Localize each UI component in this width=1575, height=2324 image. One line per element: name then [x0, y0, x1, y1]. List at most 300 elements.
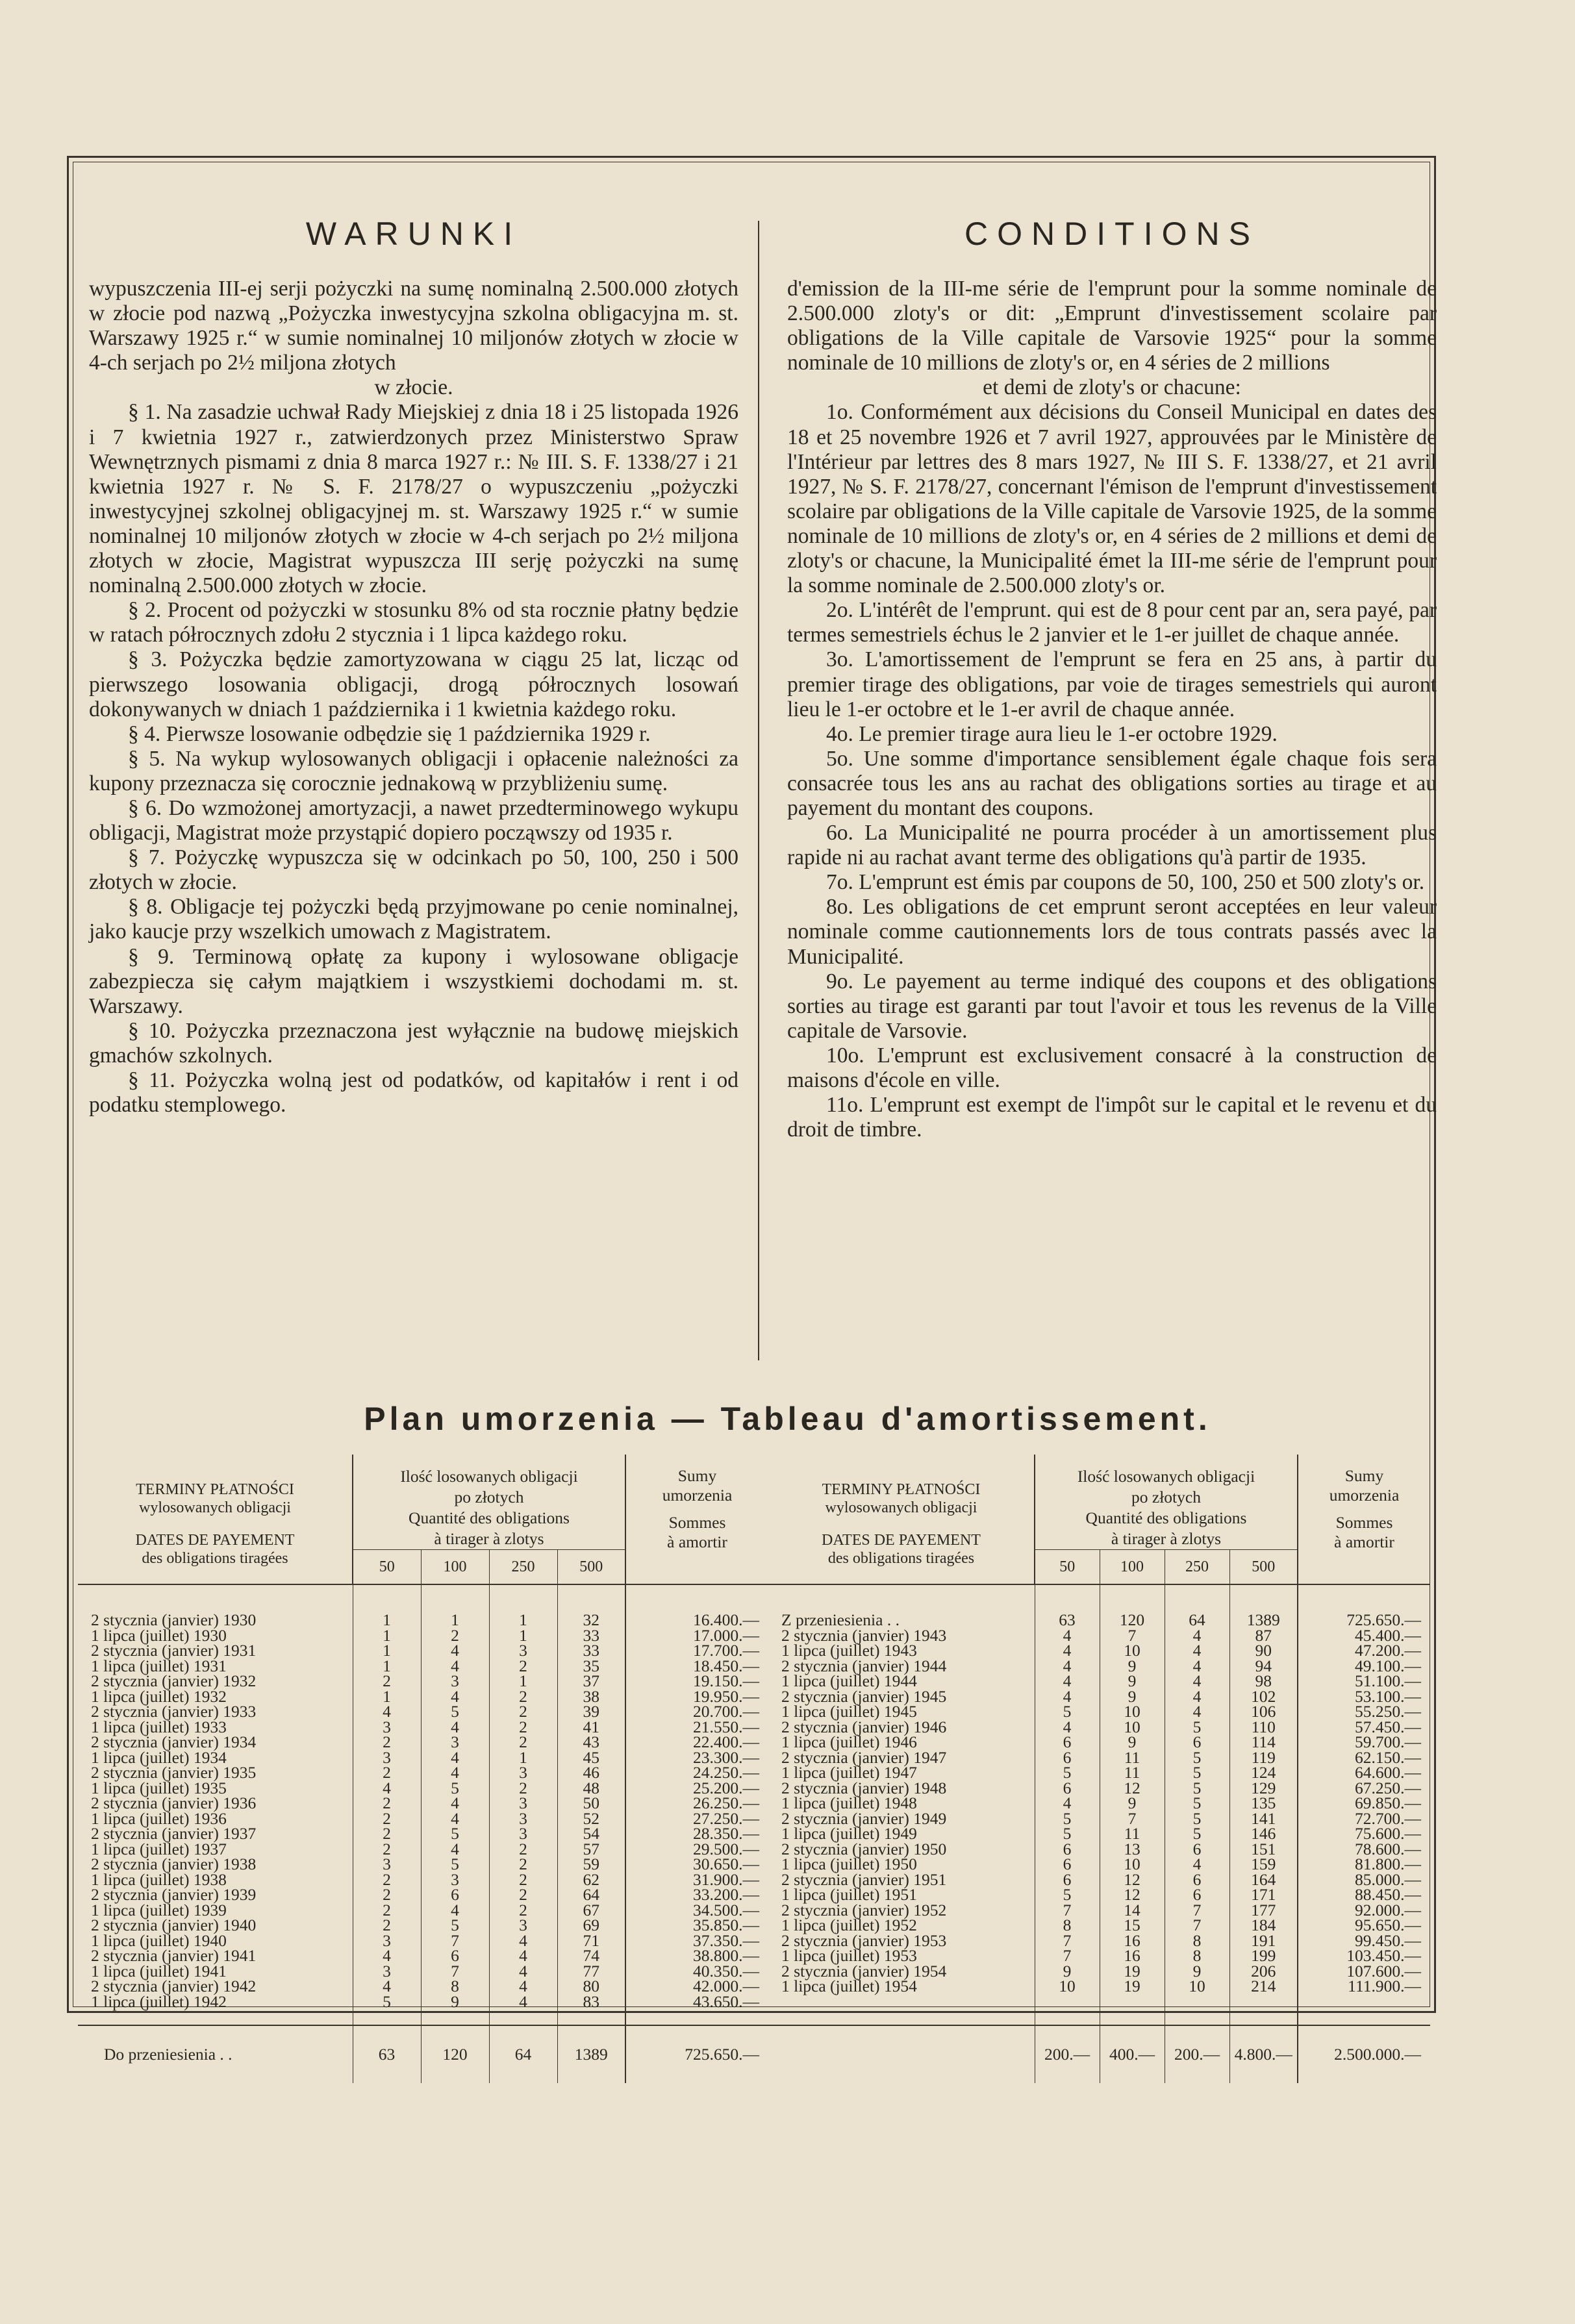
qty-50: 2 [353, 1734, 421, 1750]
payment-date: 2 stycznia (janvier) 1952 [781, 1900, 947, 1919]
qty-100: 8 [421, 1979, 489, 1994]
qty-500: 37 [557, 1673, 625, 1689]
qty-500: 114 [1229, 1734, 1298, 1750]
qty-50: 2 [353, 1673, 421, 1689]
qty-250: 2 [489, 1689, 557, 1705]
amortization-sum: 75.600.— [1298, 1826, 1430, 1842]
quantity-header-pl-2: po złotych [454, 1488, 524, 1506]
qty-500: 52 [557, 1811, 625, 1827]
qty-250: 1 [489, 1673, 557, 1689]
qty-250: 2 [489, 1719, 557, 1735]
qty-100: 3 [421, 1734, 489, 1750]
denomination-500: 500 [557, 1550, 625, 1585]
qty-250: 3 [489, 1643, 557, 1658]
amortization-sum: 21.550.— [625, 1719, 768, 1735]
qty-100: 10 [1100, 1719, 1165, 1735]
table-row [78, 1856, 768, 1872]
amortization-sum: 29.500.— [625, 1842, 768, 1857]
amortization-sum: 62.150.— [1298, 1750, 1430, 1766]
qty-500: 164 [1229, 1872, 1298, 1888]
qty-50: 6 [1035, 1872, 1100, 1888]
warunki-intro-end: w złocie. [374, 375, 453, 400]
payment-date: 1 lipca (juillet) 1954 [781, 1977, 917, 1995]
amortization-sum: 31.900.— [625, 1872, 768, 1888]
payment-date: 2 stycznia (janvier) 1938 [91, 1855, 257, 1873]
payment-date: 1 lipca (juillet) 1933 [91, 1717, 227, 1736]
qty-100: 4 [421, 1765, 489, 1780]
qty-250: 5 [1165, 1765, 1229, 1780]
conditions-intro: d'emission de la III-me série de l'emprunt pour la somme nominale de 2.500.000 zloty's or dit: „Emprunt d'investissement scolaire par obligations de la Ville capitale de Varsovie 1925“ pour la somme nominale de 10 millions de zloty's or, en 4 séries de 2 millions [787, 277, 1437, 375]
qty-250: 1 [489, 1628, 557, 1643]
amortization-sum: 85.000.— [1298, 1872, 1430, 1888]
qty-250: 8 [1165, 1933, 1229, 1949]
payment-date: 1 lipca (juillet) 1946 [781, 1732, 917, 1751]
payment-date: 2 stycznia (janvier) 1939 [91, 1885, 257, 1904]
table-row [768, 1887, 1430, 1903]
left-table-body [78, 1584, 768, 2025]
amortization-sum: 40.350.— [625, 1964, 768, 1979]
amortization-sum: 78.600.— [1298, 1842, 1430, 1857]
qty-50: 3 [353, 1856, 421, 1872]
qty-250: 2 [489, 1658, 557, 1674]
qty-100: 4 [421, 1750, 489, 1766]
warunki-par-3: § 3. Pożyczka będzie zamortyzowana w ciągu 25 lat, licząc od pierwszego losowania obligacji, drogą półrocznych losowań dokonywanych w dniach 1 października i 1 kwietnia każdego roku. [89, 647, 738, 721]
qty-250: 2 [489, 1856, 557, 1872]
qty-500: 77 [557, 1964, 625, 1979]
qty-500: 46 [557, 1765, 625, 1780]
qty-250: 4 [489, 1964, 557, 1979]
payment-date: 1 lipca (juillet) 1934 [91, 1747, 227, 1767]
denomination-50: 50 [353, 1550, 421, 1585]
carry-forward-50: 63 [353, 2025, 421, 2083]
qty-100: 5 [421, 1856, 489, 1872]
carry-forward-250: 64 [489, 2025, 557, 2083]
warunki-par-8: § 8. Obligacje tej pożyczki będą przyjmowane po cenie nominalnej, jako kaucje przy wszelkich umowach z Magistratem. [89, 895, 738, 944]
amortization-sum: 35.850.— [625, 1918, 768, 1933]
amortization-sum: 49.100.— [1298, 1658, 1430, 1674]
qty-100: 12 [1100, 1872, 1165, 1888]
qty-500: 35 [557, 1658, 625, 1674]
qty-50: 2 [353, 1842, 421, 1857]
qty-500: 199 [1229, 1948, 1298, 1964]
qty-250: 3 [489, 1826, 557, 1842]
qty-250: 7 [1165, 1903, 1229, 1918]
amortization-sum: 27.250.— [625, 1811, 768, 1827]
qty-50: 2 [353, 1811, 421, 1827]
dates-header-pl-1: TERMINY PŁATNOŚCI [136, 1481, 294, 1498]
amortization-sum: 17.000.— [625, 1628, 768, 1643]
warunki-par-5: § 5. Na wykup wylosowanych obligacji i opłacenie należności za kupony przeznacza się corocznie jednakową w przybliżeniu sumę. [89, 746, 738, 795]
qty-100: 5 [421, 1704, 489, 1719]
amortization-sum: 23.300.— [625, 1750, 768, 1766]
amortization-sum: 19.150.— [625, 1673, 768, 1689]
qty-250: 4 [489, 1948, 557, 1964]
qty-50: 2 [353, 1872, 421, 1888]
qty-500: 43 [557, 1734, 625, 1750]
qty-500: 98 [1229, 1673, 1298, 1689]
qty-50: 9 [1035, 1964, 1100, 1979]
table-row [78, 1704, 768, 1719]
qty-500: 106 [1229, 1704, 1298, 1719]
payment-date: 1 lipca (juillet) 1932 [91, 1686, 227, 1706]
table-row [768, 1584, 1430, 1628]
amortization-sum: 92.000.— [1298, 1903, 1430, 1918]
payment-date: 1 lipca (juillet) 1945 [781, 1702, 917, 1721]
qty-100: 7 [1100, 1811, 1165, 1827]
qty-50: 1 [353, 1643, 421, 1658]
table-row [78, 1643, 768, 1658]
qty-250: 7 [1165, 1918, 1229, 1933]
table-row [768, 1918, 1430, 1933]
amortization-sum: 111.900.— [1298, 1979, 1430, 1994]
table-row [78, 1734, 768, 1750]
conditions-par-8: 8o. Les obligations de cet emprunt seront acceptées en leur valeur nominale comme cautionnements lors de tous contrats passés avec la Municipalité. [787, 895, 1437, 969]
warunki-par-7: § 7. Pożyczkę wypuszcza się w odcinkach po 50, 100, 250 i 500 złotych w złocie. [89, 845, 738, 895]
qty-500: 94 [1229, 1658, 1298, 1674]
qty-500: 184 [1229, 1918, 1298, 1933]
amortization-sum: 30.650.— [625, 1856, 768, 1872]
carry-forward-500: 1389 [557, 2025, 625, 2083]
payment-date: 1 lipca (juillet) 1947 [781, 1763, 917, 1782]
denomination-250: 250 [489, 1550, 557, 1585]
qty-500: 62 [557, 1872, 625, 1888]
payment-date: 1 lipca (juillet) 1953 [781, 1946, 917, 1965]
qty-100: 19 [1100, 1964, 1165, 1979]
conditions-par-2: 2o. L'intérêt de l'emprunt. qui est de 8 pour cent par an, sera payé, par termes semestriels échus le 2 janvier et le 1-er juillet de chaque année. [787, 598, 1437, 647]
qty-100: 11 [1100, 1826, 1165, 1842]
amortization-sum: 19.950.— [625, 1689, 768, 1705]
qty-50: 2 [353, 1826, 421, 1842]
qty-500: 74 [557, 1948, 625, 1964]
amortization-table-left [78, 1455, 768, 2083]
qty-50: 4 [1035, 1658, 1100, 1674]
sums-header-right-fr-1: Sommes [1335, 1513, 1393, 1532]
dates-header [78, 1455, 353, 1584]
qty-500: 41 [557, 1719, 625, 1735]
warunki-title: WARUNKI [305, 216, 522, 252]
qty-500: 151 [1229, 1842, 1298, 1857]
qty-250: 1 [489, 1584, 557, 1628]
amortization-sum: 22.400.— [625, 1734, 768, 1750]
qty-50: 5 [1035, 1887, 1100, 1903]
qty-100: 9 [1100, 1734, 1165, 1750]
qty-500: 159 [1229, 1856, 1298, 1872]
qty-500: 54 [557, 1826, 625, 1842]
amortization-sum: 107.600.— [1298, 1964, 1430, 1979]
qty-100: 4 [421, 1795, 489, 1811]
amortization-sum: 38.800.— [625, 1948, 768, 1964]
warunki-par-4: § 4. Pierwsze losowanie odbędzie się 1 października 1929 r. [128, 721, 651, 746]
qty-50: 4 [1035, 1643, 1100, 1658]
sums-header-fr-1: Sommes [668, 1513, 726, 1532]
left-table-footer [78, 2025, 768, 2083]
qty-250: 4 [1165, 1689, 1229, 1705]
qty-50: 7 [1035, 1948, 1100, 1964]
qty-500: 87 [1229, 1628, 1298, 1643]
qty-50: 5 [1035, 1811, 1100, 1827]
table-row-spacer [78, 2009, 768, 2025]
amortization-sum: 69.850.— [1298, 1795, 1430, 1811]
qty-500: 177 [1229, 1903, 1298, 1918]
qty-500: 57 [557, 1842, 625, 1857]
qty-50: 4 [1035, 1673, 1100, 1689]
amortization-sum: 51.100.— [1298, 1673, 1430, 1689]
payment-date: 2 stycznia (janvier) 1941 [91, 1946, 257, 1965]
table-row [78, 1948, 768, 1964]
sums-header-right-pl-1: Sumy [1344, 1466, 1384, 1485]
qty-500: 64 [557, 1887, 625, 1903]
denomination-100: 100 [421, 1550, 489, 1585]
qty-100: 11 [1100, 1750, 1165, 1766]
total-500: 4.800.— [1229, 2025, 1298, 2083]
quantity-header-right-pl-2: po złotych [1131, 1488, 1201, 1506]
qty-250: 5 [1165, 1795, 1229, 1811]
qty-500: 110 [1229, 1719, 1298, 1735]
amortization-sum: 103.450.— [1298, 1948, 1430, 1964]
qty-500: 38 [557, 1689, 625, 1705]
carry-forward-sum: 725.650.— [625, 2025, 768, 2083]
amortization-sum: 88.450.— [1298, 1887, 1430, 1903]
amortization-sum: 45.400.— [1298, 1628, 1430, 1643]
qty-100: 3 [421, 1673, 489, 1689]
qty-50: 4 [1035, 1628, 1100, 1643]
qty-500: 69 [557, 1918, 625, 1933]
payment-date: 1 lipca (juillet) 1937 [91, 1839, 227, 1858]
qty-100: 3 [421, 1872, 489, 1888]
total-sum: 2.500.000.— [1298, 2025, 1430, 2083]
qty-250: 2 [489, 1780, 557, 1796]
qty-500: 214 [1229, 1979, 1298, 1994]
qty-50: 2 [353, 1887, 421, 1903]
qty-50: 1 [353, 1628, 421, 1643]
dates-header-right [768, 1455, 1035, 1584]
qty-100: 11 [1100, 1765, 1165, 1780]
qty-100: 5 [421, 1918, 489, 1933]
quantity-header-pl-1: Ilość losowanych obligacji [400, 1467, 578, 1486]
payment-date: 2 stycznia (janvier) 1934 [91, 1732, 257, 1751]
quantity-header-fr-2: à tirager à zlotys [434, 1529, 544, 1548]
table-row [768, 1948, 1430, 1964]
qty-50: 1 [353, 1658, 421, 1674]
qty-250: 4 [489, 1979, 557, 1994]
amortization-sum: 42.000.— [625, 1979, 768, 1994]
warunki-intro: wypuszczenia III-ej serji pożyczki na sumę nominalną 2.500.000 złotych w złocie pod nazwą „Pożyczka inwestycyjna szkolna obligacyjna m. st. Warszawy 1925 r.“ w sumie nominalnej 10 miljonów złotych w złocie w 4-ch serjach po 2½ miljona złotych [89, 277, 738, 375]
qty-500: 129 [1229, 1780, 1298, 1796]
conditions-par-10: 10o. L'emprunt est exclusivement consacré à la construction de maisons d'école en ville. [787, 1043, 1437, 1092]
conditions-intro-end: et demi de zloty's or chacune: [983, 375, 1241, 400]
qty-100: 6 [421, 1948, 489, 1964]
qty-500: 124 [1229, 1765, 1298, 1780]
qty-50: 1 [353, 1689, 421, 1705]
qty-250: 4 [1165, 1643, 1229, 1658]
table-row [78, 1795, 768, 1811]
qty-250: 5 [1165, 1780, 1229, 1796]
qty-250: 3 [489, 1918, 557, 1933]
qty-500: 83 [557, 1994, 625, 2010]
qty-50: 63 [1035, 1584, 1100, 1628]
qty-50: 3 [353, 1719, 421, 1735]
warunki-column [89, 214, 738, 1118]
warunki-par-6: § 6. Do wzmożonej amortyzacji, a nawet przedterminowego wykupu obligacji, Magistrat może przystąpić dopiero począwszy od 1935 r. [89, 795, 738, 845]
qty-250: 4 [489, 1994, 557, 2010]
qty-250: 2 [489, 1842, 557, 1857]
warunki-par-10: § 10. Pożyczka przeznaczona jest wyłącznie na budowę miejskich gmachów szkolnych. [89, 1018, 738, 1068]
qty-100: 9 [1100, 1673, 1165, 1689]
amortization-sum: 67.250.— [1298, 1780, 1430, 1796]
sums-header-right-pl-2: umorzenia [1329, 1486, 1400, 1505]
amortization-sum: 18.450.— [625, 1658, 768, 1674]
conditions-par-3: 3o. L'amortissement de l'emprunt se fera en 25 ans, à partir du premier tirage des obligations, par voie de tirages semestriels qui auront lieu le 1-er octobre et le 1-er avril de chaque année. [787, 647, 1437, 721]
qty-250: 3 [489, 1795, 557, 1811]
qty-250: 64 [1165, 1584, 1229, 1628]
sums-header-fr-2: à amortir [667, 1532, 727, 1551]
total-100: 400.— [1100, 2025, 1165, 2083]
qty-50: 4 [353, 1780, 421, 1796]
amortization-sum: 99.450.— [1298, 1933, 1430, 1949]
qty-100: 4 [421, 1689, 489, 1705]
qty-50: 4 [353, 1979, 421, 1994]
amortization-sum: 25.200.— [625, 1780, 768, 1796]
qty-50: 3 [353, 1750, 421, 1766]
amortization-sum: 72.700.— [1298, 1811, 1430, 1827]
amortization-sum: 34.500.— [625, 1903, 768, 1918]
quantity-header [353, 1455, 625, 1550]
qty-500: 50 [557, 1795, 625, 1811]
qty-100: 9 [1100, 1689, 1165, 1705]
amortization-sum: 47.200.— [1298, 1643, 1430, 1658]
qty-500: 67 [557, 1903, 625, 1918]
conditions-par-5: 5o. Une somme d'importance sensiblement égale chaque fois sera consacrée tous les ans au rachat des obligations sorties au tirage et au payement du montant des coupons. [787, 746, 1437, 820]
qty-100: 12 [1100, 1780, 1165, 1796]
payment-date: 2 stycznia (janvier) 1935 [91, 1763, 257, 1782]
conditions-par-1: 1o. Conformément aux décisions du Conseil Municipal en dates des 18 et 25 novembre 1926 et 7 avril 1927, approuvées par le Ministère de l'Intérieur par lettres des 8 mars 1927, № III S. F. 1338/27, et 21 avril 1927, № S. F. 2178/27, concernant l'émison de l'emprunt d'investissement scolaire par obligations de la Ville capitale de Varsovie 1925, de la somme nominale de 10 millions de zloty's or, en 4 séries de 2 millions et demi de zloty's or chacune, la Municipalité émet la III-me série de l'emprunt pour la somme nominale de 2.500.000 zloty's or. [787, 400, 1437, 598]
qty-100: 10 [1100, 1643, 1165, 1658]
table-row [78, 1826, 768, 1842]
qty-50: 4 [1035, 1719, 1100, 1735]
payment-date: 1 lipca (juillet) 1939 [91, 1900, 227, 1919]
qty-250: 6 [1165, 1842, 1229, 1857]
qty-100: 14 [1100, 1903, 1165, 1918]
dates-header-fr-2: des obligations tiragées [142, 1550, 288, 1567]
qty-100: 19 [1100, 1979, 1165, 1994]
carry-forward-100: 120 [421, 2025, 489, 2083]
qty-50: 5 [1035, 1826, 1100, 1842]
conditions-par-4: 4o. Le premier tirage aura lieu le 1-er octobre 1929. [826, 721, 1278, 746]
table-row [768, 1856, 1430, 1872]
table-row [78, 1673, 768, 1689]
quantity-header-right-pl-1: Ilość losowanych obligacji [1077, 1467, 1255, 1486]
column-divider [758, 221, 759, 1360]
amortization-sum: 17.700.— [625, 1643, 768, 1658]
qty-100: 120 [1100, 1584, 1165, 1628]
qty-250: 5 [1165, 1719, 1229, 1735]
payment-date: 1 lipca (juillet) 1948 [781, 1793, 917, 1812]
qty-100: 9 [1100, 1795, 1165, 1811]
sums-header-right-fr-2: à amortir [1334, 1532, 1394, 1551]
payment-date: 1 lipca (juillet) 1935 [91, 1778, 227, 1797]
qty-50: 8 [1035, 1918, 1100, 1933]
payment-date: 2 stycznia (janvier) 1947 [781, 1747, 947, 1767]
table-row [78, 1979, 768, 1994]
qty-100: 4 [421, 1903, 489, 1918]
right-table-body [768, 1584, 1430, 2025]
qty-500: 206 [1229, 1964, 1298, 1979]
quantity-header-right-fr-2: à tirager à zlotys [1111, 1529, 1222, 1548]
dates-header-right-fr-2: des obligations tiragées [827, 1550, 975, 1567]
table-row [78, 1887, 768, 1903]
qty-500: 119 [1229, 1750, 1298, 1766]
amortization-plan-title: Plan umorzenia — Tableau d'amortissement. [364, 1401, 1211, 1437]
qty-250: 5 [1165, 1811, 1229, 1827]
qty-100: 16 [1100, 1948, 1165, 1964]
payment-date: 2 stycznia (janvier) 1942 [91, 1977, 257, 1995]
table-row [768, 1795, 1430, 1811]
dates-header-right-pl-1: TERMINY PŁATNOŚCI [822, 1481, 981, 1498]
qty-250: 8 [1165, 1948, 1229, 1964]
dates-header-pl-2: wylosowanych obligacji [139, 1499, 291, 1516]
qty-50: 5 [1035, 1765, 1100, 1780]
qty-500: 171 [1229, 1887, 1298, 1903]
payment-date: 1 lipca (juillet) 1940 [91, 1930, 227, 1950]
payment-date: 2 stycznia (janvier) 1937 [91, 1824, 257, 1843]
qty-250: 4 [1165, 1856, 1229, 1872]
qty-50: 4 [353, 1948, 421, 1964]
qty-100: 2 [421, 1628, 489, 1643]
amortization-sum: 33.200.— [625, 1887, 768, 1903]
payment-date: 2 stycznia (janvier) 1931 [91, 1641, 257, 1660]
qty-50: 5 [353, 1994, 421, 2010]
qty-50: 2 [353, 1765, 421, 1780]
payment-date: 2 stycznia (janvier) 1949 [781, 1808, 947, 1828]
payment-date: 1 lipca (juillet) 1950 [781, 1855, 917, 1873]
sums-header-pl-1: Sumy [677, 1466, 717, 1485]
qty-250: 4 [1165, 1673, 1229, 1689]
amortization-sum: 26.250.— [625, 1795, 768, 1811]
qty-250: 4 [1165, 1704, 1229, 1719]
qty-50: 6 [1035, 1780, 1100, 1796]
qty-250: 10 [1165, 1979, 1229, 1994]
payment-date: 1 lipca (juillet) 1930 [91, 1625, 227, 1645]
qty-100: 5 [421, 1780, 489, 1796]
sums-header-right [1298, 1455, 1430, 1584]
amortization-sum: 20.700.— [625, 1704, 768, 1719]
qty-500: 45 [557, 1750, 625, 1766]
warunki-par-2: § 2. Procent od pożyczki w stosunku 8% od sta rocznie płatny będzie w ratach półrocznych zdołu 2 stycznia i 1 lipca każdego roku. [89, 598, 738, 647]
qty-50: 3 [353, 1964, 421, 1979]
conditions-par-6: 6o. La Municipalité ne pourra procéder à un amortissement plus rapide ni au rachat avant terme des obligations qu'à partir de 1935. [787, 821, 1437, 870]
payment-date: 1 lipca (juillet) 1931 [91, 1656, 227, 1675]
amortization-table-right [768, 1455, 1430, 2083]
payment-date: 2 stycznia (janvier) 1948 [781, 1778, 947, 1797]
amortization-sum: 28.350.— [625, 1826, 768, 1842]
qty-100: 1 [421, 1584, 489, 1628]
payment-date: 2 stycznia (janvier) 1943 [781, 1625, 947, 1645]
qty-250: 2 [489, 1734, 557, 1750]
denomination-right-250: 250 [1165, 1550, 1229, 1585]
qty-500: 39 [557, 1704, 625, 1719]
qty-250: 2 [489, 1887, 557, 1903]
qty-50: 3 [353, 1933, 421, 1949]
qty-50: 6 [1035, 1734, 1100, 1750]
qty-250: 4 [489, 1933, 557, 1949]
quantity-header-right [1035, 1455, 1298, 1550]
qty-50: 6 [1035, 1750, 1100, 1766]
payment-date: 2 stycznia (janvier) 1940 [91, 1916, 257, 1934]
qty-100: 7 [421, 1933, 489, 1949]
payment-date: 1 lipca (juillet) 1952 [781, 1916, 917, 1934]
qty-50: 7 [1035, 1903, 1100, 1918]
dates-header-fr-1: DATES DE PAYEMENT [135, 1532, 295, 1549]
